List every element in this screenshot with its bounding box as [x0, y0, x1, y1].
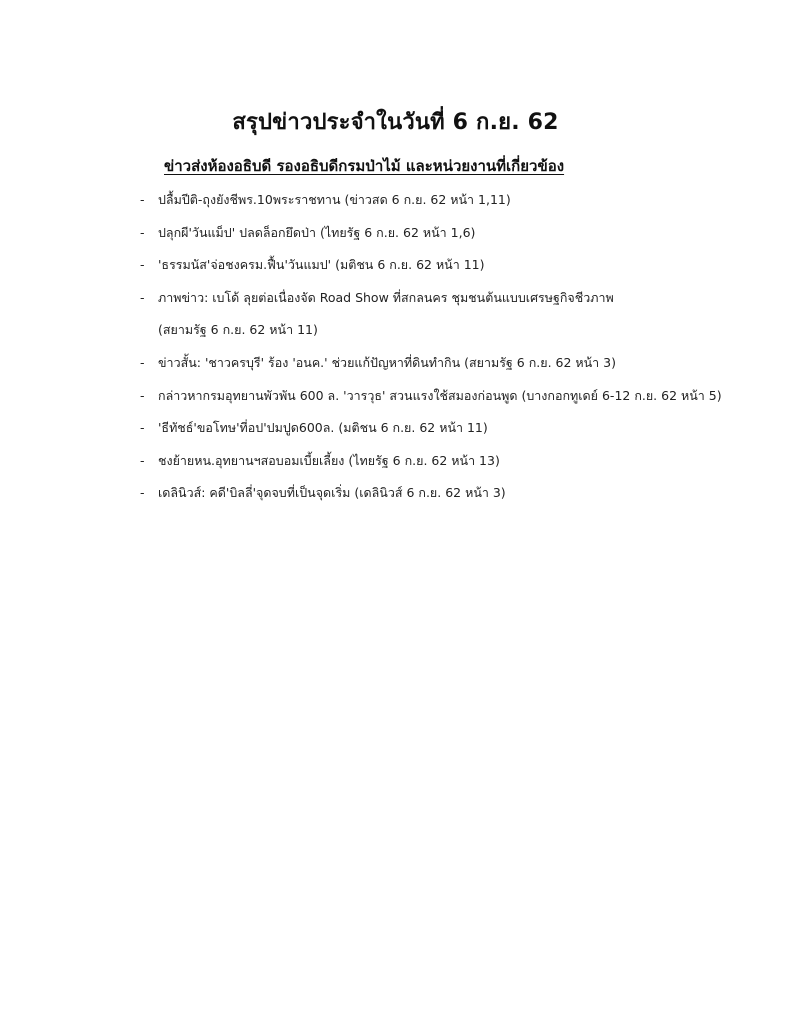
list-item: [140, 223, 760, 256]
bullet-dash: -: [140, 485, 145, 501]
bullet-dash: -: [140, 257, 145, 273]
section-heading: ข่าวส่งห้องอธิบดี รองอธิบดีกรมป่าไม้ และหน่วยงานที่เกี่ยวข้อง: [164, 157, 565, 175]
news-source: (สยามรัฐ 6 ก.ย. 62 หน้า 11): [158, 322, 318, 338]
list-item: [140, 451, 760, 484]
bullet-dash: -: [140, 224, 145, 240]
news-list: [140, 190, 760, 516]
news-headline: ชงย้ายหน.อุทยานฯสอบอมเบี้ยเลี้ยง (ไทยรัฐ 6 ก.ย. 62 หน้า 13): [158, 452, 500, 468]
list-item: [140, 190, 760, 223]
bullet-dash: -: [140, 420, 145, 436]
news-headline: 'ธีทัชธ์'ขอโทษ'ที่อป'ปมปูด600ล. (มติชน 6 ก.ย. 62 หน้า 11): [158, 420, 488, 436]
news-headline: ปลื้มปีติ-ถุงยังชีพร.10พระราชทาน (ข่าวสด 6 ก.ย. 62 หน้า 1,11): [158, 192, 511, 207]
list-item-continuation: [140, 320, 760, 353]
news-headline: เดลินิวส์: คดี'บิลลี่'จุดจบที่เป็นจุดเริ่ม (เดลินิวส์ 6 ก.ย. 62 หน้า 3): [158, 485, 506, 501]
bullet-dash: -: [140, 387, 145, 403]
list-item: [140, 353, 760, 386]
bullet-dash: -: [140, 354, 145, 370]
bullet-dash: -: [140, 452, 145, 468]
list-item: [140, 418, 760, 451]
list-item: [140, 386, 760, 419]
list-item: [140, 255, 760, 288]
news-headline: กล่าวหากรมอุทยานพัวพัน 600 ล. 'วารวุธ' สวนแรงใช้สมองก่อนพูด (บางกอกทูเดย์ 6-12 ก.ย. 62 หน้า 5): [158, 387, 722, 403]
list-item: [140, 483, 760, 516]
page-title: สรุปข่าวประจำในวันที่ 6 ก.ย. 62: [232, 110, 559, 135]
bullet-dash: -: [140, 289, 145, 305]
news-headline: ภาพข่าว: เบโด้ ลุยต่อเนื่องจัด Road Show ที่สกลนคร ชุมชนต้นแบบเศรษฐกิจชีวภาพ: [158, 289, 614, 305]
news-headline: ข่าวสั้น: 'ชาวครบุรี' ร้อง 'อนค.' ช่วยแก้ปัญหาที่ดินทำกิน (สยามรัฐ 6 ก.ย. 62 หน้า 3): [158, 354, 617, 370]
bullet-dash: -: [140, 192, 145, 207]
news-headline: ปลุกผี'วันแม็ป' ปลดล็อกยึดป่า (ไทยรัฐ 6 ก.ย. 62 หน้า 1,6): [158, 224, 476, 240]
list-item: [140, 288, 760, 321]
news-headline: 'ธรรมนัส'จ่อชงครม.ฟื้น'วันแมป' (มติชน 6 ก.ย. 62 หน้า 11): [158, 257, 485, 273]
